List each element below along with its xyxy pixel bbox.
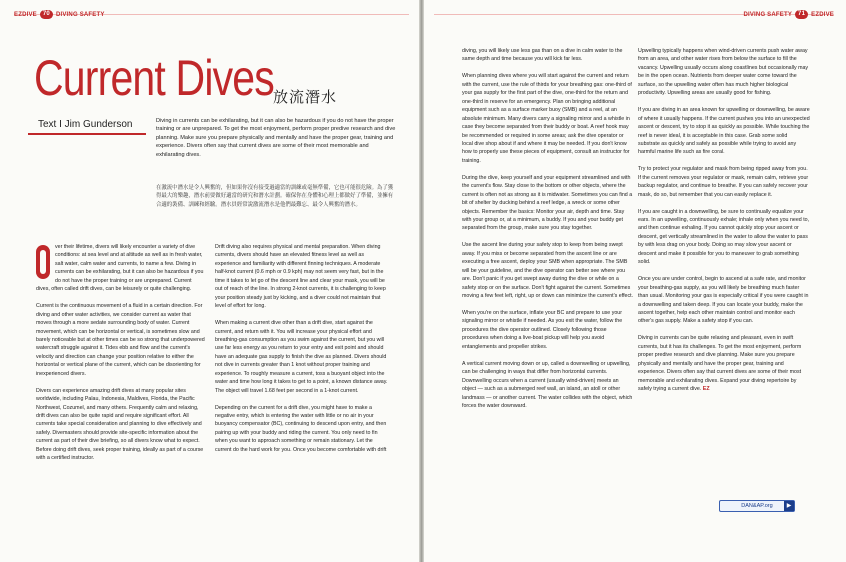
paragraph: During the dive, keep yourself and your equipment streamlined and with the current's flow. Stay close to the bottom or other objects, where the current is often not as strong as it is midwater. Sometimes you can find a bit of shelter by ducking behind a reef ledge, a wreck or some other objects. Remember the basics: Monitor your air, depth and time. Stay with your group or, at a minimum, a buddy. If you and your buddy get separated from the group, make sure you stay together. xyxy=(462,174,633,232)
paragraph: Depending on the current for a drift dive, you might have to make a negative entry, which is entering the water with little or no air in your buoyancy compensator (BC), continuing to descend upon entry, and then pairing up with your buddy and riding the current. You only need to fin when you want to approach something or remain stationary. Let the current do the hard work for you. Once you become comfortable with drift xyxy=(215,404,387,453)
paragraph: ver their lifetime, divers will likely encounter a variety of dive conditions: at sea level and at altitude as well as in fresh water, salt water, calm water and currents, to name a few. Diving in currents can be exhilarating, but it can also be hazardous if you do not have the proper training or are unprepared. Current dives, often called drift dives, can be leisurely or quite challenging. xyxy=(36,244,204,293)
right-header xyxy=(743,10,834,19)
column-4 xyxy=(638,47,810,394)
paragraph: If you are diving in an area known for upwelling or downwelling, be aware of where it usually happens. If the current pushes you into an unexpected ascent or descent, try to stop it as quickly as possible. While touching the reef is never ideal, it is acceptable in this case. Grab some solid substrate as quickly and safely as possible while trying to avoid any harmful marine life such as fire coral. xyxy=(638,107,810,156)
right-section: DIVING SAFETY xyxy=(743,11,793,18)
arrow-right-icon: ▶ xyxy=(784,501,794,511)
paragraph: Diving in currents can be quite relaxing and pleasant, even in swift currents, but it has its challenges. To get the most enjoyment, perform proper predive research and dive planning. Make sure you prepare physically and mentally and have the proper gear, training and experience. Divers often say that current dives are some of their most memorable and exhilarating dives. Expand your diving repertoire by safely trying a current dive. EZ xyxy=(638,335,802,393)
intro-en: Diving in currents can be exhilarating, but it can also be hazardous if you do not have the proper training or are unprepared. To get the most enjoyment, perform proper predive research and dive planning. Make sure you prepare physically and mentally and have the proper gear, training and experience. Divers often say that current dives are some of their most memorable and exhilarating dives. xyxy=(156,118,396,158)
paragraph: Current is the continuous movement of a fluid in a certain direction. For diving and other water activities, we consider current as water that moves through a more sedate surrounding body of water. Current movement, which can be horizontal or vertical, is sometimes slow and barely noticeable but at other times can be so strong that underpowered watercraft struggle against it. Tides ebb and flow and the current's velocity and direction can change your position relative to either the horizontal or vertical plane of the current, which can be disorienting for inexperienced divers. xyxy=(36,303,205,377)
left-page-number: 70 xyxy=(40,10,53,19)
left-page xyxy=(0,0,419,562)
left-section: DIVING SAFETY xyxy=(55,11,105,18)
dropcap-o xyxy=(36,245,50,279)
right-brand: EZDIVE xyxy=(811,11,834,18)
dan-website-link[interactable] xyxy=(719,500,795,512)
right-page xyxy=(424,0,846,562)
byline-rule xyxy=(28,133,146,135)
article-title-cn: 放流潛水 xyxy=(273,89,338,106)
left-brand: EZDIVE xyxy=(14,11,37,18)
paragraph: Divers can experience amazing drift dives at many popular sites worldwide, including Palau, Indonesia, Maldives, Florida, the Pacific Northwest, Cozumel, and many others. Frequently calm and relaxing, drift dives can also be quite rapid and require significant effort. All currents take special consideration and planning to dive effectively and safely. Divemasters should provide site-specific information about the current as part of their dive briefing, so all divers know what to expect. Before doing drift dives, seek proper training, ideally as part of a course with a certified instructor. xyxy=(36,387,204,462)
column-3 xyxy=(462,47,634,410)
author-byline: Text I Jim Gunderson xyxy=(38,119,133,130)
paragraph: If you are caught in a downwelling, be sure to continually equalize your ears. In an upwelling, continuously exhale; inhale only when you need to, and then continue exhaling. If you cannot quickly stop your ascent or descent, get vertically streamlined in the water to allow the water to pass by with less drag on your body. Doing so may slow your ascent or descent and make it possible for you to maneuver to grab something solid. xyxy=(638,208,810,266)
end-mark: EZ xyxy=(702,386,710,393)
paragraph: Once you are under control, begin to ascend at a safe rate, and monitor your breathing-gas supply, as you will likely be breathing much faster than usual. Monitoring your gas is especially critical if you were caught in a downwelling and taken deep. If you can locate your buddy, make the ascent together, help each other maintain control and monitor each other's gas supply. Make a safety stop if you can. xyxy=(638,276,809,325)
paragraph: Try to protect your regulator and mask from being ripped away from you. If the current removes your regulator or mask, remain calm, retrieve your backup regulator, and continue to breathe. If you can safely recover your mask, do so, but remember that you can easily replace it. xyxy=(638,166,809,198)
intro-cn: 在激流中潛水是令人興奮的，但如果你沒有接受過適當的訓練或毫無準備，它也可能很危險。為了獲得最大的樂趣，潛水前要做好適當的研究和潛水計劃。確保你在身體和心理上都做好了準備，並擁有合適的裝備、訓練和經驗。潛水員經常說激流潛水是他們最難忘、最令人興奮的潛水。 xyxy=(156,185,394,208)
article-title: Current Dives xyxy=(34,50,274,106)
paragraph: Drift diving also requires physical and mental preparation. When diving currents, divers should have an elevated fitness level as well as experience and familiarity with different finning techniques. A moderate half-knot current (0.6 mph or 0.9 kph) may not seem very fast, but in the time it takes to let go of the descent line and clear your mask, you will be out of reach of the line. In strong 2-knot currents, it is challenging to keep your position steady just by kicking, and a diver could not maintain that level of effort for long. xyxy=(215,244,386,310)
paragraph: diving, you will likely use less gas than on a dive in calm water to the same depth and time because you will kick far less. xyxy=(462,48,623,63)
column-2 xyxy=(215,243,390,454)
paragraph: Upwelling typically happens when wind-driven currents push water away from an area, and other water rises from below the surface to fill the vacancy. Upwelling usually occurs along coastlines but occasionally may be in the open ocean. Nutrients from deeper water come toward the surface, so the upwelling water often has much higher biological productivity. Upwelling areas are usually good for fishing. xyxy=(638,48,809,97)
paragraph: Use the ascent line during your safety stop to keep from being swept away. If you miss or become separated from the ascent line or are executing a free ascent, deploy your SMB when appropriate. The SMB will be your guideline, and the dive operator can better see where you are. Don't panic if you get swept away during the dive or while on a safety stop or on the surface. Don't fight against the current. Sometimes moving a few feet left, right, up or down can minimize the current's effect. xyxy=(462,242,634,300)
column-1 xyxy=(36,243,206,463)
paragraph: When making a current dive other than a drift dive, start against the current, and return with it. You will increase your physical effort and breathing-gas consumption as you swim against the current, but you will use far less energy as you return to your entry and exit point and should have an adequate gas supply to finish the dive as planned. Divers should not dive in currents greater than 1 knot without proper training and experience. To roughly measure a current, toss a buoyant object into the water and time how long it takes to get to a point, a known distance away. The object will travel 1.68 feet per second in a 1-knot current. xyxy=(215,320,388,394)
right-page-number: 71 xyxy=(795,10,808,19)
paragraph: When you're on the surface, inflate your BC and prepare to use your signaling mirror or whistle if needed. As you exit the water, follow the procedures the dive operator outlined. Closely following those procedures when doing a live-boat pickup will help you avoid entanglements and propeller strikes. xyxy=(462,309,623,350)
paragraph: When planning dives where you will start against the current and return with the current, use the rule of thirds for your breathing gas: one-third of your gas supply for the first part of the dive, one-third for the return and one-third in reserve for an emergency. Plan on bringing additional equipment such as a surface marker buoy (SMB) and a reel, at an absolute minimum. Many divers carry a signaling mirror and a whistle in case they become separated from their buddy or boat. A reef hook may be recommended or required in some areas; ask the dive operator or local dive shop about if and where it may be needed. If you don't know how to properly use these pieces of equipment, consult an instructor for training. xyxy=(462,73,632,164)
left-header xyxy=(14,10,105,19)
dan-website-label: DAN&AP.org xyxy=(741,503,773,509)
paragraph: A vertical current moving down or up, called a downwelling or upwelling, can be challenging in ways that differ from horizontal currents. Downwelling occurs when a current (usually wind-driven) meets an object — such as a submerged reef wall, an island, an atoll or other landmass — or another current. The water collides with the object, which forces the water downward. xyxy=(462,360,633,409)
